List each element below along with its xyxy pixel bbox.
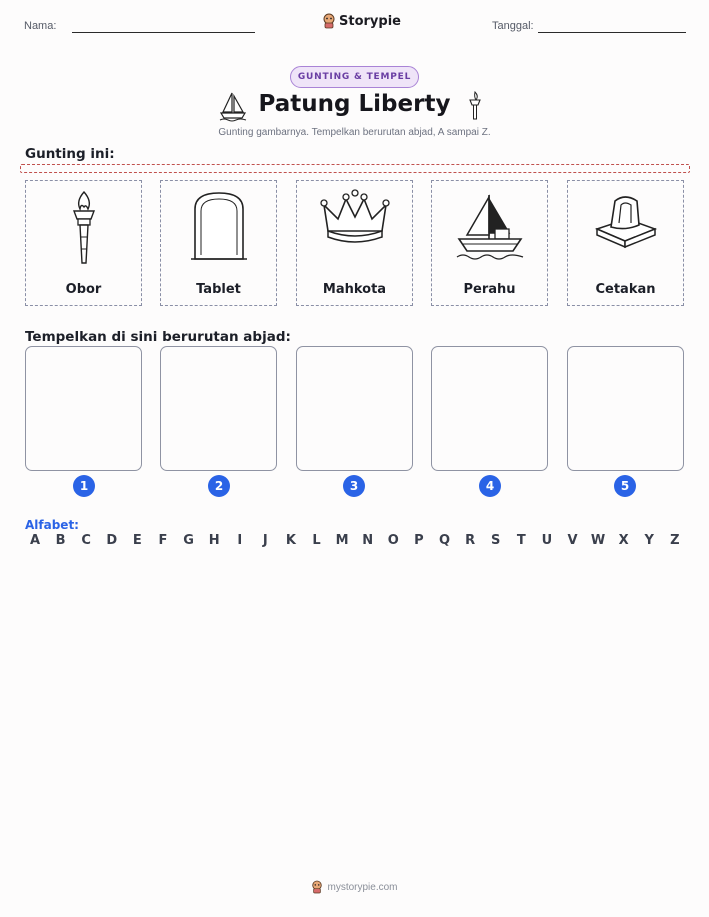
mold-icon	[591, 189, 661, 259]
alphabet-letter: X	[618, 533, 629, 548]
cut-card-obor[interactable]	[25, 180, 142, 306]
alphabet-letter: D	[106, 533, 118, 548]
slot-number-2: 2	[208, 475, 230, 497]
alphabet-letter: N	[362, 533, 374, 548]
activity-badge: GUNTING & TEMPEL	[290, 66, 419, 88]
alphabet-label: Alfabet:	[25, 518, 79, 532]
alphabet-letter: L	[312, 533, 321, 548]
alphabet-letter: C	[81, 533, 91, 548]
alphabet-letter: T	[516, 533, 526, 548]
paste-slot-3[interactable]	[296, 346, 413, 471]
paste-slot-4[interactable]	[431, 346, 548, 471]
alphabet-row	[25, 533, 685, 548]
cut-card-cetakan[interactable]	[567, 180, 684, 306]
slot-number-4: 4	[479, 475, 501, 497]
instructions: Gunting gambarnya. Tempelkan berurutan abjad, A sampai Z.	[218, 127, 491, 138]
name-field-line[interactable]	[72, 32, 255, 33]
cut-card-label: Mahkota	[322, 282, 387, 297]
alphabet-letter: Q	[438, 533, 451, 548]
alphabet-letter: A	[29, 533, 41, 548]
paste-slot-1[interactable]	[25, 346, 142, 471]
cut-card-label: Cetakan	[595, 282, 656, 297]
alphabet-letter: O	[387, 533, 399, 548]
tablet-icon	[187, 189, 251, 265]
slot-number-5: 5	[614, 475, 636, 497]
alphabet-letter: Y	[644, 533, 654, 548]
slot-number-1: 1	[73, 475, 95, 497]
alphabet-letter: J	[262, 533, 268, 548]
alphabet-letter: B	[55, 533, 66, 548]
footer-url[interactable]: mystorypie.com	[327, 881, 398, 893]
cut-card-mahkota[interactable]	[296, 180, 413, 306]
alphabet-letter: H	[208, 533, 220, 548]
cut-card-label: Obor	[65, 282, 102, 297]
alphabet-letter: E	[132, 533, 142, 548]
paste-section-label: Tempelkan di sini berurutan abjad:	[25, 329, 291, 345]
paste-slot-5[interactable]	[567, 346, 684, 471]
date-field-line[interactable]	[538, 32, 686, 33]
torch-icon	[64, 189, 104, 269]
paste-slot-2[interactable]	[160, 346, 277, 471]
crown-icon	[320, 189, 390, 249]
alphabet-letter: M	[335, 533, 349, 548]
boat-icon	[455, 189, 525, 265]
alphabet-letter: R	[465, 533, 476, 548]
storypie-mascot-icon	[322, 13, 336, 29]
alphabet-letter: F	[158, 533, 168, 548]
brand-logo	[322, 13, 401, 29]
cut-card-perahu[interactable]	[431, 180, 548, 306]
alphabet-letter: Z	[670, 533, 680, 548]
alphabet-letter: K	[285, 533, 296, 548]
alphabet-letter: U	[541, 533, 553, 548]
brand-name: Storypie	[339, 13, 401, 29]
footer	[0, 880, 709, 894]
cut-card-tablet[interactable]	[160, 180, 277, 306]
alphabet-letter: G	[183, 533, 194, 548]
cut-line	[20, 164, 690, 173]
cut-card-label: Perahu	[463, 282, 516, 297]
cut-card-label: Tablet	[196, 282, 241, 297]
name-label: Nama:	[24, 20, 57, 32]
alphabet-letter: P	[414, 533, 424, 548]
date-label: Tanggal:	[492, 20, 534, 32]
cut-section-label: Gunting ini:	[25, 146, 115, 162]
alphabet-letter: S	[491, 533, 501, 548]
alphabet-letter: V	[567, 533, 578, 548]
slot-number-3: 3	[343, 475, 365, 497]
page-title: Patung Liberty	[258, 91, 451, 117]
alphabet-letter: W	[590, 533, 606, 548]
torch-icon	[466, 90, 484, 122]
alphabet-letter: I	[237, 533, 243, 548]
storypie-mascot-icon	[311, 880, 323, 894]
